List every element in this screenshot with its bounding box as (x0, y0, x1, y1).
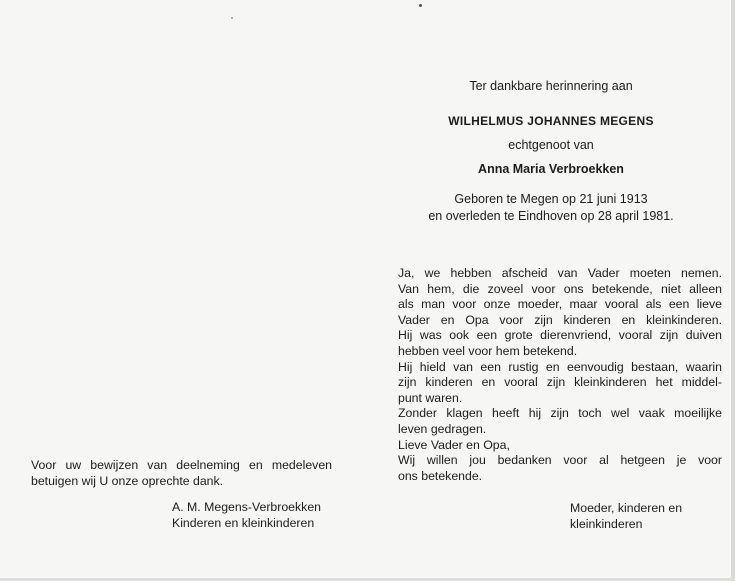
spouse-name: Anna Maria Verbroekken (478, 162, 624, 176)
thanks-line: Voor uw bewijzen van deelneming en medeleven (31, 458, 332, 472)
memorial-line: als man voor onze moeder, maar vooral als een lieve (398, 297, 722, 312)
memorial-text (398, 266, 722, 484)
thanks-line: betuigen wij U onze oprechte dank. (31, 473, 224, 488)
left-signature (172, 499, 321, 531)
signature-line: kleinkinderen (570, 517, 643, 531)
death-line: en overleden te Eindhoven op 28 april 1981. (428, 209, 674, 223)
memorial-line: Vader en Opa voor zijn kinderen en kleinkinderen. (398, 312, 722, 327)
life-dates (367, 191, 735, 225)
memorial-line: Hij hield van een rustig en eenvoudig bestaan, waarin (398, 359, 722, 374)
memorial-line: Wij willen jou bedanken voor al hetgeen je voor (398, 453, 722, 468)
memorial-line: zijn kinderen en vooral zijn kleinkinderen het middel- (398, 375, 722, 390)
intro-text: Ter dankbare herinnering aan (469, 79, 633, 93)
memorial-line: Ja, we hebben afscheid van Vader moeten nemen. (398, 266, 722, 280)
memorial-line: Hij was ook een grote dierenvriend, vooral zijn duiven (398, 328, 722, 343)
spouse-of-text: echtgenoot van (508, 138, 594, 152)
memorial-line: hebben veel voor hem betekend. (398, 343, 578, 358)
memorial-line: Van hem, die zoveel voor ons betekende, niet alleen (398, 281, 722, 296)
signature-line: Kinderen en kleinkinderen (172, 516, 315, 530)
signature-line: Moeder, kinderen en (570, 501, 683, 515)
memorial-line: Lieve Vader en Opa, (398, 437, 510, 452)
memorial-line: Zonder klagen heeft hij zijn toch wel vaak moeilijke (398, 406, 722, 421)
right-panel (367, 0, 735, 581)
birth-line: Geboren te Megen op 21 juni 1913 (454, 192, 648, 206)
signature-line: A. M. Megens-Verbroekken (172, 500, 321, 514)
memorial-line: leven gedragen. (398, 421, 487, 436)
memorial-line: punt waren. (398, 390, 463, 405)
left-panel (0, 0, 367, 581)
deceased-name: WILHELMUS JOHANNES MEGENS (448, 114, 654, 128)
thanks-text (31, 458, 332, 489)
memorial-line: ons betekende. (398, 468, 483, 483)
right-signature (570, 500, 682, 532)
